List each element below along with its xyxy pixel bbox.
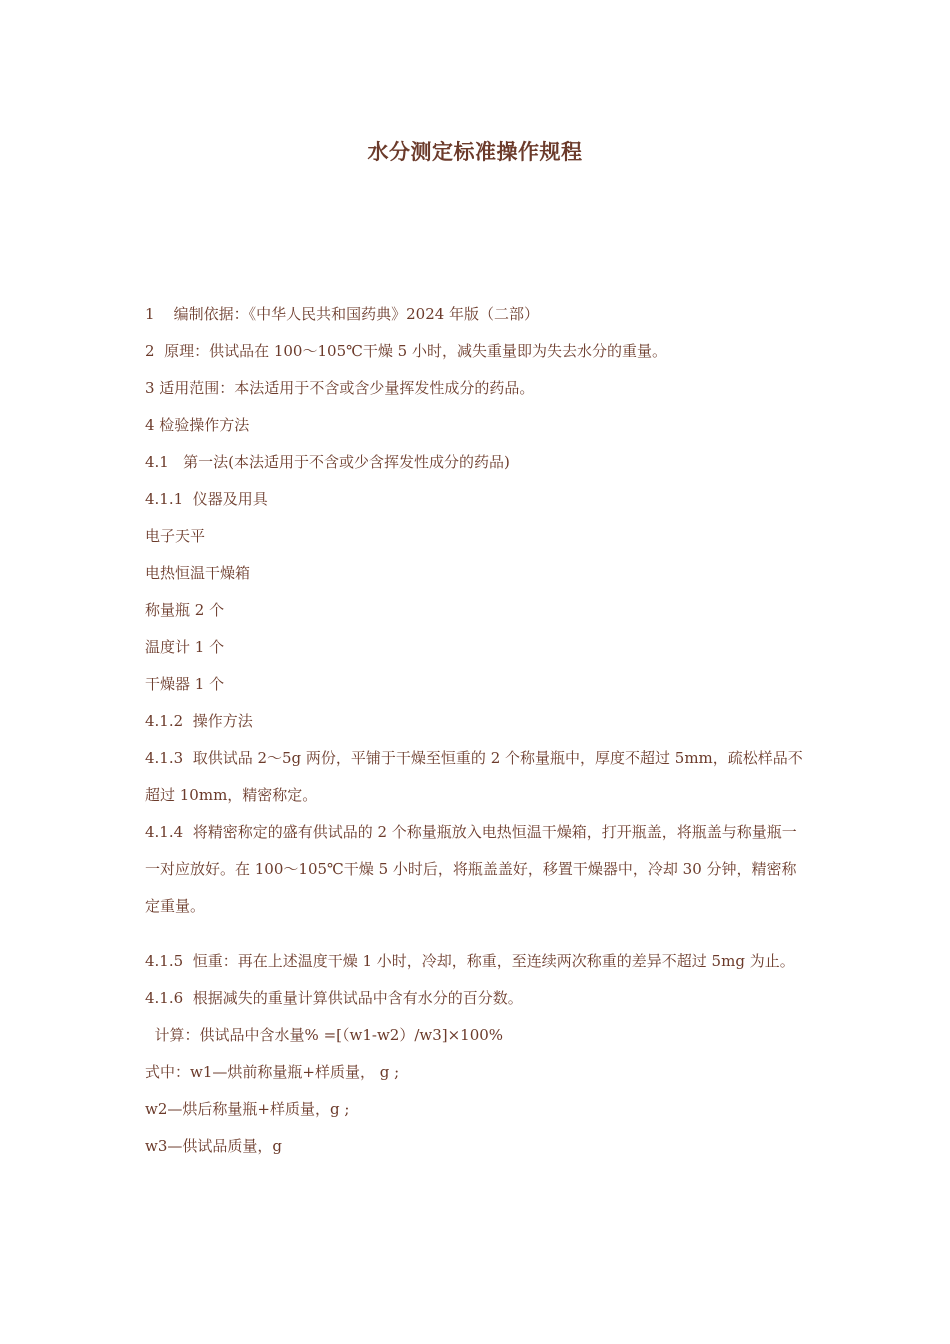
- paragraph-4-1-3: 4.1.3 取供试品 2～5g 两份，平铺于干燥至恒重的 2 个称量瓶中，厚度不超过 5mm，疏松样品不超过 10mm，精密称定。: [145, 749, 803, 804]
- equipment-item: 称量瓶 2 个: [145, 601, 225, 619]
- equipment-item: 温度计 1 个: [145, 638, 225, 656]
- section-heading-method: 4 检验操作方法: [145, 416, 250, 434]
- equipment-item: 干燥器 1 个: [145, 675, 225, 693]
- formula-variable-w3: w3—供试品质量，g: [145, 1137, 282, 1155]
- paragraph-4-1-4: 4.1.4 将精密称定的盛有供试品的 2 个称量瓶放入电热恒温干燥箱，打开瓶盖，将瓶盖与称量瓶一一对应放好。在 100～105℃干燥 5 小时后，将瓶盖盖好，移置干燥器中，冷却 30 分钟，精密称定重量。: [145, 823, 797, 915]
- formula-variable-w2: w2—烘后称量瓶+样质量，g ;: [145, 1100, 350, 1118]
- document-body: [145, 296, 810, 1165]
- equipment-item: 电热恒温干燥箱: [145, 564, 251, 582]
- document-title: 水分测定标准操作规程: [367, 139, 583, 164]
- paragraph-basis: 1 编制依据：《中华人民共和国药典》2024 年版（二部）: [145, 305, 540, 323]
- section-heading-4-1: 4.1 第一法(本法适用于不含或少含挥发性成分的药品): [145, 453, 510, 471]
- paragraph-4-1-6: 4.1.6 根据减失的重量计算供试品中含有水分的百分数。: [145, 989, 523, 1007]
- formula-line: 计算：供试品中含水量% =[（w1-w2）/w3]×100%: [145, 1026, 504, 1044]
- section-heading-4-1-1: 4.1.1 仪器及用具: [145, 490, 268, 508]
- paragraph-4-1-5: 4.1.5 恒重：再在上述温度干燥 1 小时，冷却，称重，至连续两次称重的差异不超过 5mg 为止。: [145, 952, 795, 970]
- formula-variable-w1: 式中：w1—烘前称量瓶+样质量， g ;: [145, 1063, 400, 1081]
- section-heading-4-1-2: 4.1.2 操作方法: [145, 712, 253, 730]
- paragraph-principle: 2 原理：供试品在 100～105℃干燥 5 小时，减失重量即为失去水分的重量。: [145, 342, 667, 360]
- equipment-item: 电子天平: [145, 527, 206, 545]
- paragraph-scope: 3 适用范围：本法适用于不含或含少量挥发性成分的药品。: [145, 379, 535, 397]
